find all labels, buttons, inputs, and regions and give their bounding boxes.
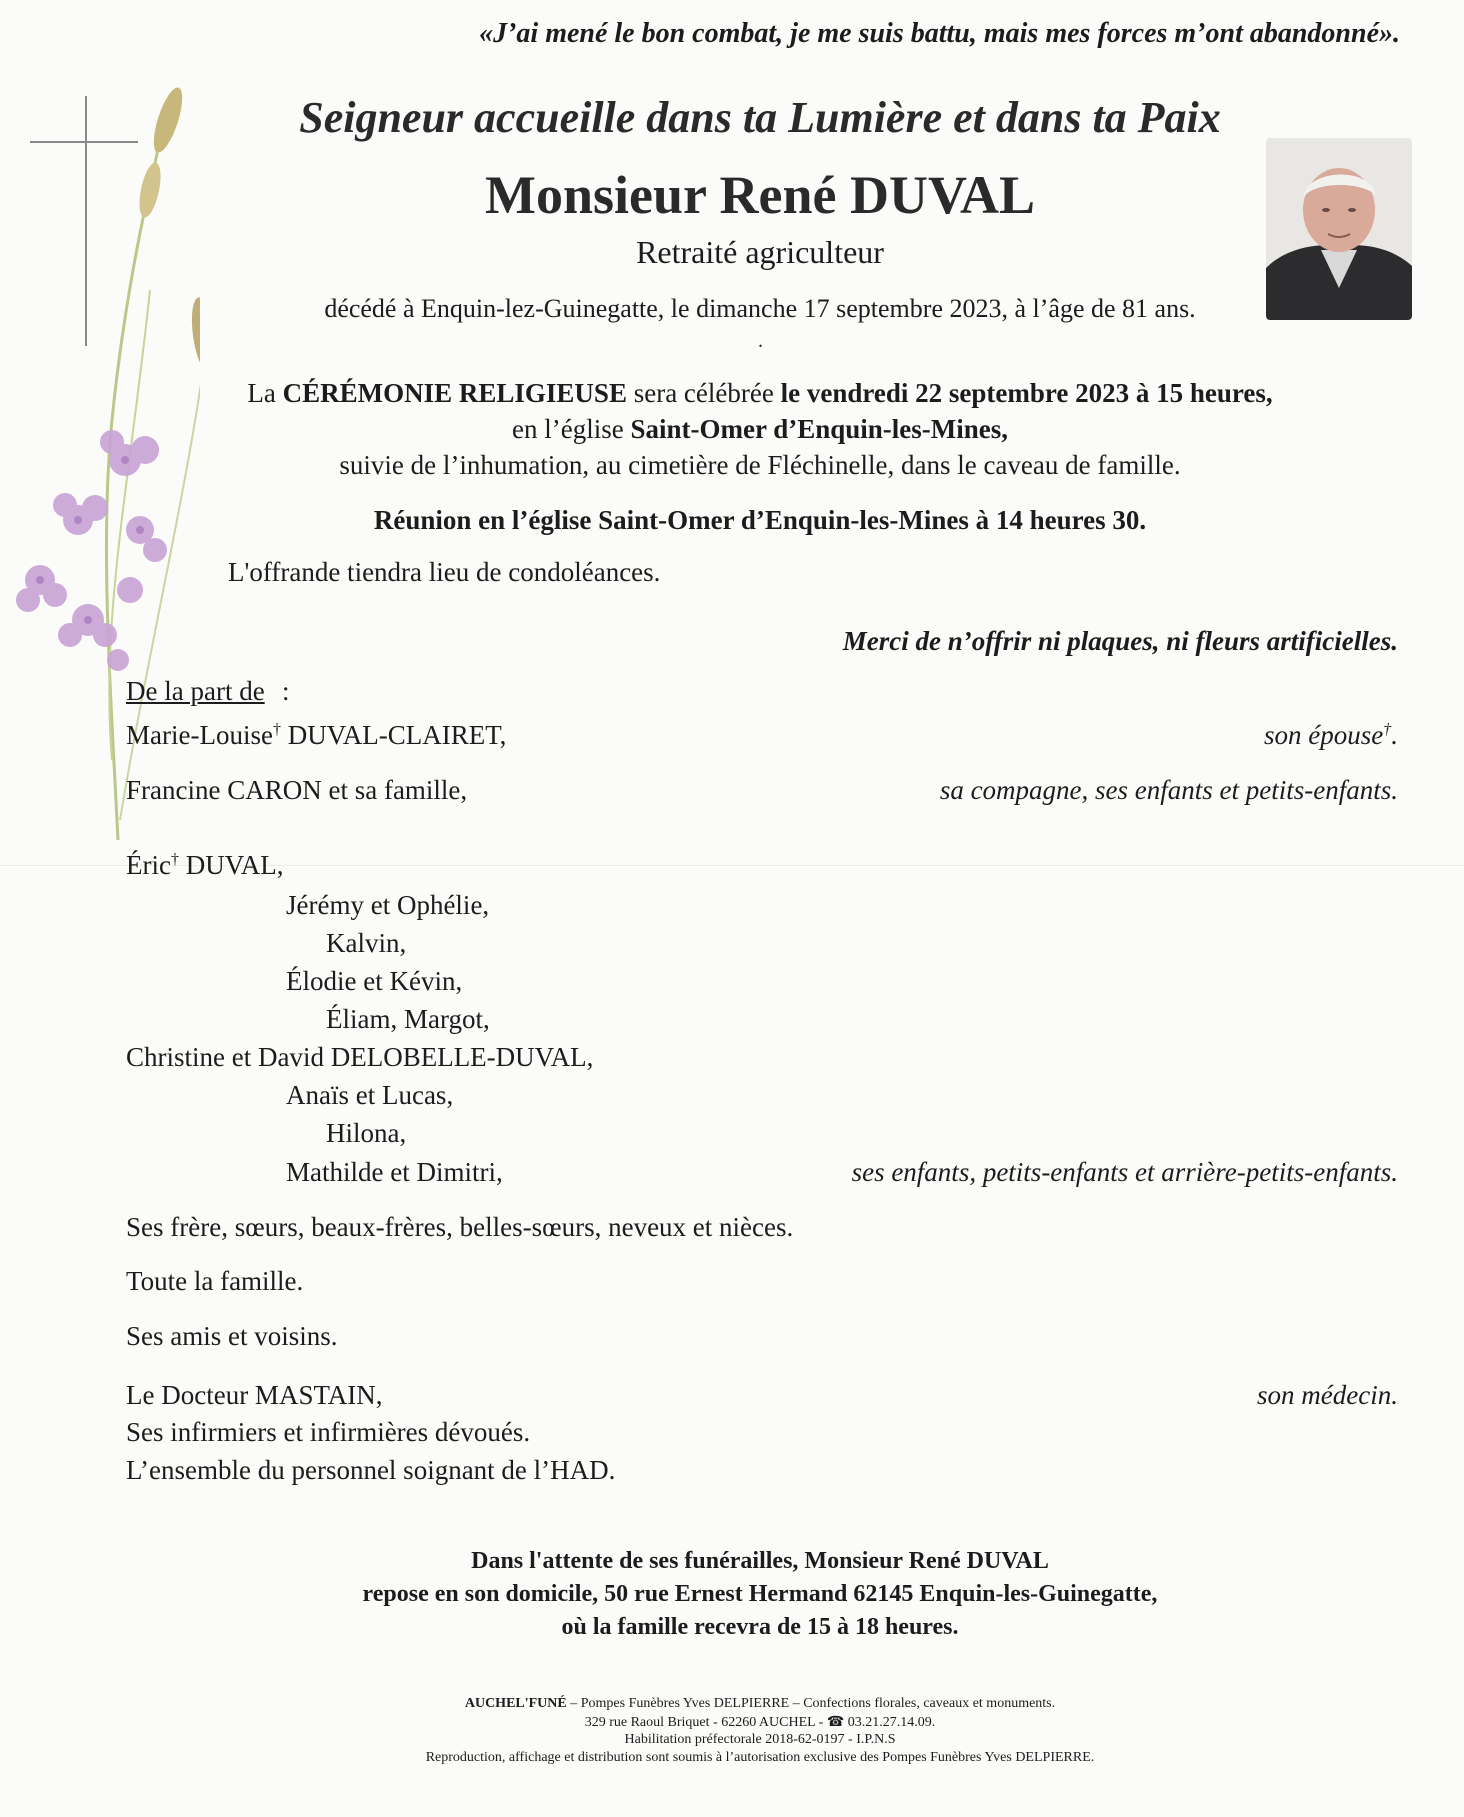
merci-line: Merci de n’offrir ni plaques, ni fleurs artificielles.	[842, 626, 1398, 656]
ceremony-line-2	[160, 414, 1360, 445]
role-children: ses enfants, petits-enfants et arrière-petits-enfants.	[851, 1157, 1398, 1187]
family-infirmiers: Ses infirmiers et infirmières dévoués.	[126, 1417, 531, 1447]
footer-company: AUCHEL'FUNÉ	[464, 1696, 567, 1711]
family-siblings: Ses frère, sœurs, beaux-frères, belles-sœurs, neveux et nièces.	[126, 1212, 794, 1242]
ceremony-church-prefix: en l’église	[511, 414, 631, 444]
family-elodie: Élodie et Kévin,	[286, 966, 463, 996]
family-docteur: Le Docteur MASTAIN,	[126, 1380, 383, 1410]
ceremony-date: le vendredi 22 septembre 2023 à 15 heures,	[780, 378, 1273, 408]
family-eliam: Éliam, Margot,	[326, 1004, 490, 1034]
eric-name: Éric	[126, 850, 171, 880]
family-marie-louise	[126, 720, 506, 751]
family-francine: Francine CARON et sa famille,	[126, 775, 468, 805]
dagger-mark: †	[1383, 721, 1392, 738]
family-jeremy: Jérémy et Ophélie,	[286, 890, 490, 920]
occupation: Retraité agriculteur	[636, 234, 884, 270]
role-epouse	[1264, 720, 1398, 751]
family-kalvin: Kalvin,	[326, 928, 407, 958]
role-epouse-dot: .	[1391, 720, 1398, 750]
death-notice-line: décédé à Enquin-lez-Guinegatte, le dimanche 17 septembre 2023, à l’âge de 81 ans.	[324, 294, 1196, 323]
portrait-photo	[1266, 138, 1412, 320]
role-compagne: sa compagne, ses enfants et petits-enfants.	[939, 775, 1398, 805]
repose-line-2: repose en son domicile, 50 rue Ernest Hermand 62145 Enquin-les-Guinegatte,	[362, 1581, 1158, 1607]
dagger-mark: †	[272, 721, 281, 738]
ceremony-type: CÉRÉMONIE RELIGIEUSE	[282, 378, 627, 408]
footer-description: – Pompes Funèbres Yves DELPIERRE – Confections florales, caveaux et monuments.	[566, 1696, 1056, 1711]
footer-line-3: Habilitation préfectorale 2018-62-0197 - I.P.N.S	[624, 1732, 896, 1747]
deceased-name: Monsieur René DUVAL	[484, 165, 1036, 225]
ceremony-line-1	[160, 378, 1360, 409]
footer-line-1	[160, 1696, 1360, 1712]
family-amis: Ses amis et voisins.	[126, 1321, 338, 1351]
family-personnel: L’ensemble du personnel soignant de l’HAD.	[126, 1455, 616, 1485]
separator-dot: .	[758, 330, 763, 352]
footer-line-2: 329 rue Raoul Briquet - 62260 AUCHEL - ☎ 03.21.27.14.09.	[584, 1715, 936, 1730]
ceremony-line-3: suivie de l’inhumation, au cimetière de Fléchinelle, dans le caveau de famille.	[339, 450, 1181, 480]
marie-louise-surname: DUVAL-CLAIRET,	[280, 720, 507, 750]
marie-louise-name: Marie-Louise	[126, 720, 273, 750]
dagger-mark: †	[170, 851, 179, 868]
family-eric	[126, 850, 284, 881]
role-epouse-text: son épouse	[1264, 720, 1384, 750]
ceremony-verb: sera célébrée	[626, 378, 781, 408]
family-christine: Christine et David DELOBELLE-DUVAL,	[126, 1042, 594, 1072]
reunion-line: Réunion en l’église Saint-Omer d’Enquin-les-Mines à 14 heures 30.	[373, 505, 1147, 535]
offrande-line: L'offrande tiendra lieu de condoléances.	[228, 557, 661, 587]
footer-line-4: Reproduction, affichage et distribution sont soumis à l’autorisation exclusive des Pompes Funèbres Yves DELPIERRE.	[425, 1750, 1095, 1765]
eric-surname: DUVAL,	[178, 850, 284, 880]
ceremony-church: Saint-Omer d’Enquin-les-Mines,	[630, 414, 1008, 444]
family-toute: Toute la famille.	[126, 1266, 304, 1296]
repose-line-1: Dans l'attente de ses funérailles, Monsieur René DUVAL	[471, 1548, 1049, 1574]
from-label: De la part de	[126, 676, 265, 706]
role-medecin: son médecin.	[1257, 1380, 1398, 1410]
repose-line-3: où la famille recevra de 15 à 18 heures.	[561, 1614, 959, 1640]
ceremony-la: La	[247, 378, 283, 408]
from-colon: :	[282, 676, 290, 706]
epigraph-quote: «J’ai mené le bon combat, je me suis battu, mais mes forces m’ont abandonné».	[479, 18, 1400, 49]
family-anais: Anaïs et Lucas,	[286, 1080, 454, 1110]
invocation-heading: Seigneur accueille dans ta Lumière et dans ta Paix	[299, 93, 1221, 142]
family-hilona: Hilona,	[326, 1118, 407, 1148]
family-mathilde: Mathilde et Dimitri,	[286, 1157, 503, 1187]
